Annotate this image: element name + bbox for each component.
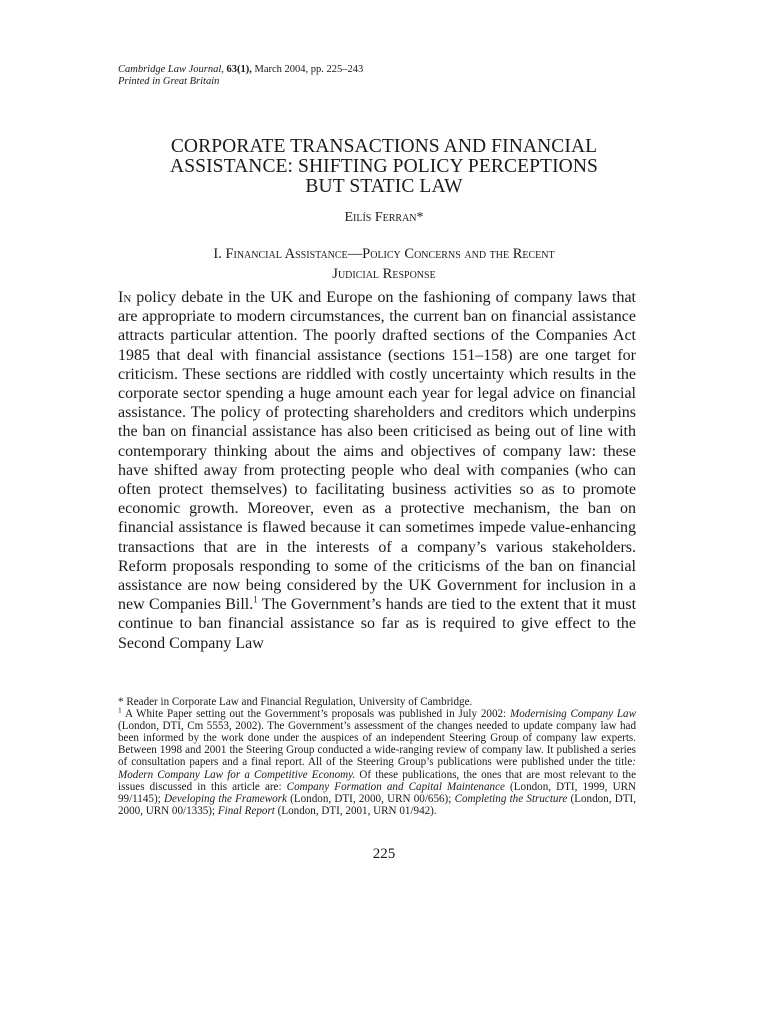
footnote-1-marker: 1 (118, 705, 122, 715)
journal-name: Cambridge Law Journal, (118, 64, 224, 75)
lead-word: In (118, 289, 132, 306)
footnote-1 (118, 705, 637, 817)
page-number: 225 (372, 846, 396, 862)
footnote-text: (London, DTI, 2001, URN 01/942). (274, 804, 437, 817)
article-title (100, 137, 668, 197)
footnote-italic-title: : Modern Company Law for a Competitive Economy. (118, 756, 636, 781)
title-line: BUT STATIC LAW (305, 176, 463, 197)
footnote-text: (London, DTI, Cm 5553, 2002). The Government’s assessment of the changes needed to update company law had been informed by the work done under the auspices of an independent Steering Group of company law experts. Between 1998 and 2001 the Steering Group conducted a wide-ranging review of company law. It published a series of consultation papers and a final report. All of the Steering Group’s publications were published under the title (118, 720, 636, 769)
title-line: ASSISTANCE: SHIFTING POLICY PERCEPTIONS (170, 156, 598, 177)
footnote-text: (London, DTI, 2000, URN 00/1335); (118, 792, 636, 817)
journal-volume: 63(1), (226, 64, 252, 75)
section-heading-line: Judicial Response (332, 266, 436, 282)
body-text-part: policy debate in the UK and Europe on the fashioning of company laws that are appropriate to modern circumstances, the current ban on financial assistance attracts particular attention. The poorly drafted sections of the Companies Act 1985 that deal with financial assistance (sections 151–158) are one target for criticism. These sections are riddled with costly uncertainty which results in the corporate sector spending a huge amount each year for legal advice on financial assistance. The policy of protecting shareholders and creditors which underpins the ban on financial assistance has also been criticised as being out of line with contemporary thinking about the aims and objectives of company law: these have shifted away from protecting people who deal with companies (who can often protect themselves) to facilitating business activities so as to promote economic growth. Moreover, even as a protective mechanism, the ban on financial assistance is flawed because it can sometimes impede value-enhancing transactions that are in the interests of a company’s various stakeholders. Reform proposals responding to some of the criticisms of the ban on financial assistance are now being considered by the UK Government for inclusion in a new Companies Bill. (118, 289, 636, 614)
body-paragraph (118, 288, 636, 653)
footnote-text: (London, DTI, 2000, URN 00/656); (286, 792, 455, 805)
footnotes (118, 696, 636, 817)
footnote-italic-title: Final Report (217, 804, 275, 817)
footnote-text: A White Paper setting out the Government’s proposals was published in July 2002: (121, 708, 510, 721)
section-heading-line: I. Financial Assistance—Policy Concerns and the Recent (213, 246, 555, 262)
body-text-part: The Government’s hands are tied to the extent that it must continue to ban financial assistance so far as is required to give effect to the Second Company Law (118, 596, 637, 652)
footnote-text: Of these publications, the ones that are most relevant to the issues discussed in this article are: (118, 768, 636, 793)
footnote-italic-title: Modernising Company Law (509, 708, 637, 721)
author-name: Eilís Ferran* (344, 210, 424, 225)
printed-in: Printed in Great Britain (118, 76, 220, 87)
title-line: CORPORATE TRANSACTIONS AND FINANCIAL (170, 136, 598, 157)
footnote-marker[interactable]: 1 (253, 594, 258, 605)
footnote-italic-title: Completing the Structure (454, 792, 568, 805)
section-heading (118, 244, 650, 284)
journal-citation (118, 64, 363, 76)
running-head (118, 64, 363, 88)
footnote-star: * Reader in Corporate Law and Financial Regulation, University of Cambridge. (118, 696, 473, 708)
footnote-italic-title: Company Formation and Capital Maintenance (286, 780, 505, 793)
footnote-text: (London, DTI, 1999, URN 99/1145); (118, 780, 636, 805)
journal-details: March 2004, pp. 225–243 (251, 64, 364, 75)
footnote-italic-title: Developing the Framework (163, 792, 287, 805)
